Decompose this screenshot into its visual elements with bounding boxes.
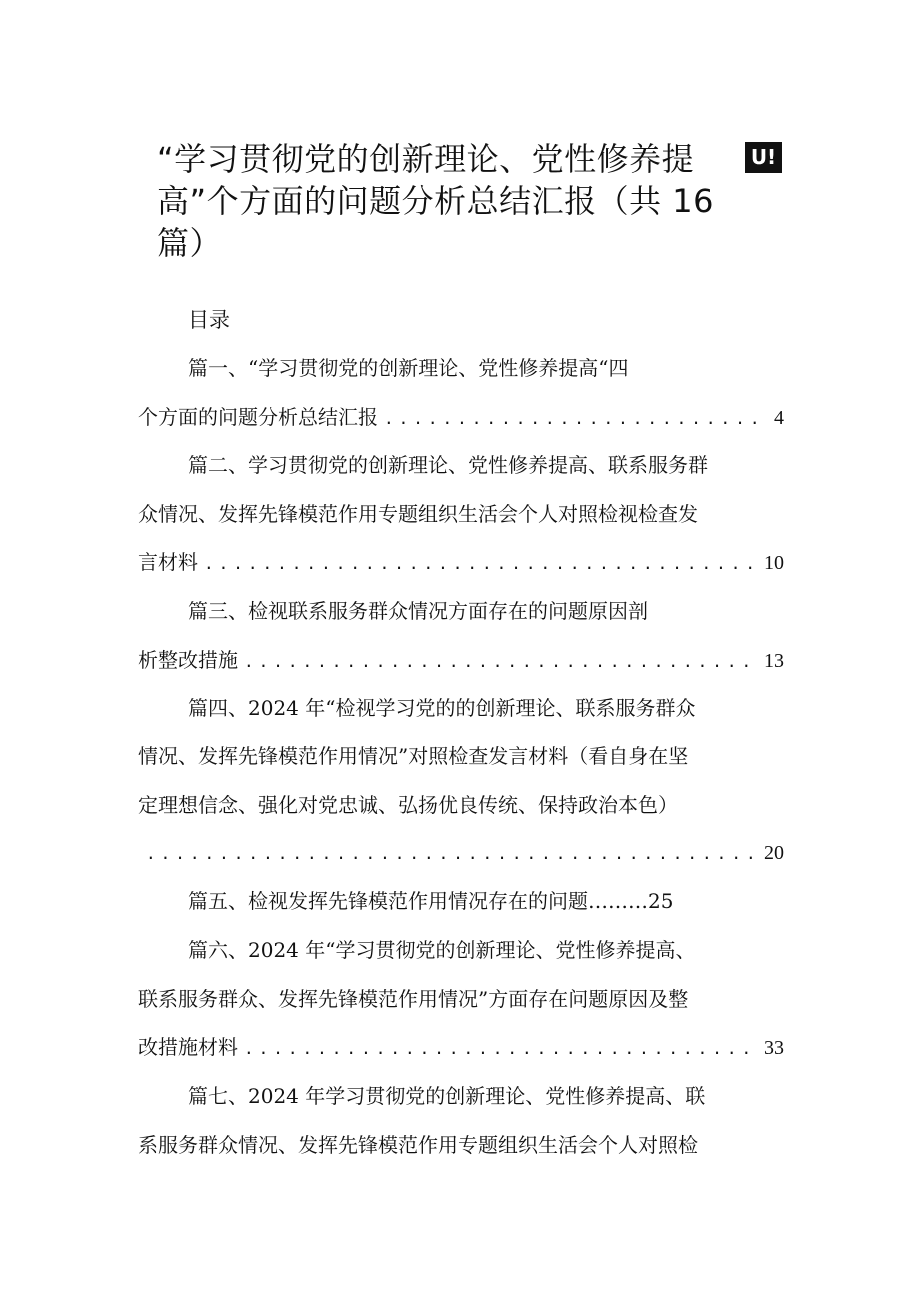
toc-entry-2-line-3 [138, 547, 784, 579]
corner-badge: U! [745, 142, 782, 173]
toc-leader-dots [204, 549, 758, 579]
toc-entry-6-line-2: 联系服务群众、发挥先锋模范作用情况”方面存在问题原因及整 [138, 987, 689, 1011]
title-line-1: “学习贯彻党的创新理论、党性修养提 [157, 140, 695, 178]
toc-entry-4-line-4 [146, 838, 784, 869]
toc-entry-6-page: 33 [764, 1037, 784, 1059]
toc-entry-1-line-2 [138, 402, 784, 434]
toc-entry-1-text: 个方面的问题分析总结汇报 [138, 405, 378, 429]
toc-entry-3-text: 析整改措施 [138, 648, 238, 672]
toc-entry-3-line-1: 篇三、检视联系服务群众情况方面存在的问题原因剖 [188, 599, 648, 623]
toc-entry-6-text: 改措施材料 [138, 1035, 238, 1059]
title-line-2: 高”个方面的问题分析总结汇报（共 16 [157, 182, 714, 220]
toc-entry-6-line-3 [138, 1032, 784, 1064]
toc-entry-2-line-1: 篇二、学习贯彻党的创新理论、党性修养提高、联系服务群 [188, 453, 708, 477]
toc-entry-5-line-1: 篇五、检视发挥先锋模范作用情况存在的问题………25 [188, 889, 674, 913]
toc-entry-2-line-2: 众情况、发挥先锋模范作用专题组织生活会个人对照检视检查发 [138, 502, 698, 526]
toc-entry-3-line-2 [138, 645, 784, 677]
toc-entry-4-line-3: 定理想信念、强化对党忠诚、弘扬优良传统、保持政治本色） [138, 793, 678, 817]
toc-entry-6-line-1: 篇六、2024 年“学习贯彻党的创新理论、党性修养提高、 [188, 938, 696, 962]
toc-entry-2-page: 10 [764, 552, 784, 574]
toc-entry-7-line-1: 篇七、2024 年学习贯彻党的创新理论、党性修养提高、联 [188, 1084, 706, 1108]
toc-leader-dots [244, 1034, 758, 1064]
toc-leader-dots [244, 647, 758, 677]
toc-entry-7-line-2: 系服务群众情况、发挥先锋模范作用专题组织生活会个人对照检 [138, 1133, 698, 1157]
toc-heading: 目录 [188, 308, 230, 332]
toc-entry-1-page: 4 [774, 407, 784, 429]
document-title [157, 138, 737, 264]
title-line-3: 篇） [157, 224, 223, 262]
toc-leader-dots [384, 404, 768, 434]
toc-entry-2-text: 言材料 [138, 550, 198, 574]
toc-entry-1-line-1: 篇一、“学习贯彻党的创新理论、党性修养提高“四 [188, 356, 629, 380]
toc-entry-3-page: 13 [764, 650, 784, 672]
toc-entry-4-line-2: 情况、发挥先锋模范作用情况”对照检查发言材料（看自身在坚 [138, 744, 689, 768]
toc-leader-dots [146, 839, 758, 869]
toc-entry-4-page: 20 [764, 842, 784, 864]
toc-entry-4-line-1: 篇四、2024 年“检视学习党的的创新理论、联系服务群众 [188, 696, 696, 720]
